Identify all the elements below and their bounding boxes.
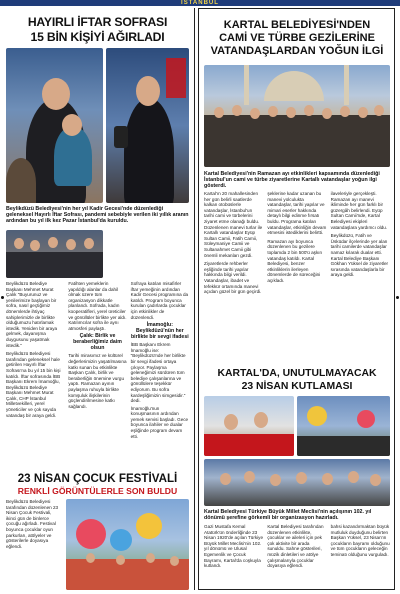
article1-lead: Beylikdüzü Belediyesi'nin her yıl Kadir Gecesi'nde düzenlediği geleneksel Hayırlı İftar Sofrası, pandemi sebebiyle verilen iki yıllık aranın ardından bu yıl ilk kez Pazar İstanbul'da kuruldu. [6,206,189,225]
registration-mark-right [396,296,399,299]
right-article2-lead: Kartal Belediyesi Türkiye Büyük Millet Meclisi'nin açılışının 102. yıl dönümü şerefine görkemli bir organizasyon hazırladı. [204,509,372,522]
article1-photo-right [106,48,189,203]
right-article1-headline-line1: KARTAL BELEDİYESİ'NDEN [223,19,371,31]
article1-col1b: Beylikdüzü Belediyesi tarafından geleneksel hale getirilen Hayırlı İftar Sofrası'na bu yıl 15 bin kişi katıldı. İftar sofrasında İBB Başkanı Ekrem İmamoğlu, Beylikdüzü Belediye Başkanı Mehmet Murat Çalık, CHP İstanbul Milletvekilleri, yerel yöneticiler ve çok sayıda vatandaş bir araya geldi. [6,351,61,418]
right-article1-col3: ilaveleriyle gerçekleşti. Ramazan ayı manevi ikliminde her gün farklı bir güzergâh belirlendi. Eyüp Sultan Camii'nde, Kartal Belediyesi ekipleri vatandaşlara yardımcı oldu. [330,191,388,230]
right-article2-col3: bahsi kazandırmaktan büyük mutluluk duyduğunu belirten Başkan Yüksel, 23 Nisan'ın çocukların bayramı olduğunu ve tüm çocukların geleceğin teminatı olduğunu vurguladı. [330,524,390,557]
article1-col2-subhead: Çalık: Birlik ve beraberliğimiz daim olsun [73,333,122,352]
right-article2-body [204,524,390,588]
article1-col2: Fatihten yemeklerin yapıldığı alanlar da dahil olmak üzere tüm organizasyon dikkatle planlandı. Sofrada, kadın kooperatifleri, yerel üreticiler ve gönüllüler birlikte yer aldı. Katılımcılar sofra ile aynı atmosferi paylaştı. [68,281,127,331]
right-article1-col1: Kartal'ın 20 mahallesinden her gün belirli saatlerde kalkan otobüslerle vatandaşlar, İstanbul'un tarihi cami ve türbelerini ziyaret etme olanağı buldu. Düzenlenen manevi turlar ile Kartallı vatandaşlar Eyüp Sultan Camii, Fatih Camii, Süleymaniye Camii ve Sultanahmet Camii gibi önemli mekanları gezdi. [204,191,263,258]
right-article1-col2b: Ramazan ayı boyunca düzenlenen bu gezilere toplamda 2 bin 500'ü aşkın vatandaş katıldı. Kartal Belediyesi, benzer etkinliklerin ilerleyen dönemlerde de süreceğini açıkladı. [267,238,323,283]
article2-headline-line1: 23 NİSAN ÇOCUK FESTİVALİ [17,472,178,485]
right-article1-lead: Kartal Belediyesi'nin Ramazan ayı etkinlikleri kapsamında düzenlediği İstanbul'un cami ve türbe ziyaretlerine Kartallı vatandaşlar yoğun ilgi gösterdi. [204,171,380,190]
page-divider [194,8,195,590]
article1-col3-subhead: İmamoğlu: Beylikdüzü'nün her birlikte bir sevgi ifadesi [130,322,189,341]
right-article2-photo-2 [297,396,390,456]
right-article2-headline-line1: KARTAL'DA, UNUTULMAYACAK [217,368,377,379]
article1-col1: Beylikdüzü Belediye Başkanı Mehmet Murat Çalık "Buyurunuz ve yenilerimize başlayan bir sofra, nasıl geçtiğimiz dönemlerde ihtiyaç sahiplerimizle de birlikte olduğumuzu hatırlamak istedik. Yeniden bir araya gelmek, dayanışma duygusunu yaşatmak istedik." [6,281,58,348]
article1-crowd-photo [6,230,103,278]
article2-body-col1 [6,499,62,590]
article2-col1: Beylikdüzü Belediyesi tarafından düzenlenen 23 Nisan Çocuk Festivali, ikinci gün de binlerce çocuğu ağırladı. Festival boyunca çocuklar oyun parkurları, atölyeler ve gösterilerle doyasıya eğlendi. [6,499,59,549]
right-article2-photo-1 [204,396,294,456]
article1-col3b: İBB Başkanı Ekrem İmamoğlu ise: "Beylikdüzü'nde her birlikte bir sevgi ifadesi ortaya çıkıyor. Paylaşma geleneğimizi sürdüren tüm belediye çalışanlarına ve gönüllülere teşekkür ediyorum. Bu sofra kardeşliğimizin simgesidir." dedi. [130,342,186,404]
right-article2-col2: Kartal Belediyesi tarafından düzenlenen etkinlikte, çocuklar ve aileleri için pek çok aktivite bir arada sunuldu. Sahne gösterileri, müzik dinletileri ve atölye çalışmalarıyla çocuklar doyasıya eğlendi. [267,524,324,569]
masthead: İSTANBUL [181,0,219,6]
right-article1-headline-line3: VATANDAŞLARDAN YOĞUN İLGİ [210,45,384,57]
article1-col3c: İmamoğlu'nun konuşmasının ardından yemek servisi başladı. Gece boyunca ilahiler ve dualar eşliğinde program devam etti. [130,405,189,439]
article1-headline-line1: HAYIRLI İFTAR SOFRASI [27,15,168,29]
right-article1-headline-line2: CAMİ VE TÜRBE GEZİLERİNE [219,32,375,44]
article1-photo-left [6,48,103,203]
article2-headline-line2: RENKLİ GÖRÜNTÜLERLE SON BULDU [17,486,178,496]
right-page [200,10,394,590]
right-article2-col1: Gazi Mustafa Kemal Atatürk'ün önderliğinde 23 Nisan 1920'de açılan Türkiye Büyük Millet Meclisi'nin 102. yıl dönümü ve Ulusal Egemenlik ve Çocuk Bayramı, Kartal'da coşkuyla kutlandı. [204,524,264,569]
right-article1-body [204,191,390,364]
right-article1-col1b: Ziyaretlerde rehberler eşliğinde tarihi yapılar hakkında bilgi verildi. Vatandaşlar, ibadet ve tefekkür ortamında manevi açıdan güzel bir gün geçirdi. [204,261,262,295]
article1-headline-line2: 15 BİN KİŞİYİ AĞIRLADI [30,30,165,44]
right-article1-col2: şeklerine kadar uzanan bu manevi yolculukta vatandaşlar, tarihi yapılar ve mimari eserler hakkında detaylı bilgi edinme fırsatı buldu. Programa katılan vatandaşlar, etkinliğin devam etmesini istediklerini belirtti. [267,191,327,236]
article1-body [6,281,189,467]
left-page [6,10,189,590]
right-article1-photo [204,65,390,167]
right-article1-col3b: Beylikdüzü, Fatih ve Üsküdar ilçelerinde yer alan tarihi camilerde vatandaşlar namaz kılarak dualar etti. Kartal Belediye Başkanı Gökhan Yüksel de ziyaretler sırasında vatandaşlarla bir araya geldi. [330,233,389,278]
article2-photo [66,499,189,590]
registration-mark-left [1,296,4,299]
article1-col2b: Tarihi mirasımız ve kültürel değerlerimizin yaşatılmasına katkı sunan bu etkinlikte Başkan Çalık, birlik ve beraberliğin önemine vurgu yaptı. Ramazan ayının paylaşma ruhuyla birlikte komşuluk ilişkilerinin güçlendirilmesine katkı sağlandı. [68,353,127,409]
right-article2-headline-line2: 23 NİSAN KUTLAMASI [241,381,353,392]
right-article2-photo-3 [204,459,390,506]
article1-col3: Sofraya katılan misafirler iftar yemeğinin ardından Kadir Gecesi programına da katıldı. Program boyunca kurulan çadırlarda çocuklar için etkinlikler de düzenlendi. [130,281,189,320]
